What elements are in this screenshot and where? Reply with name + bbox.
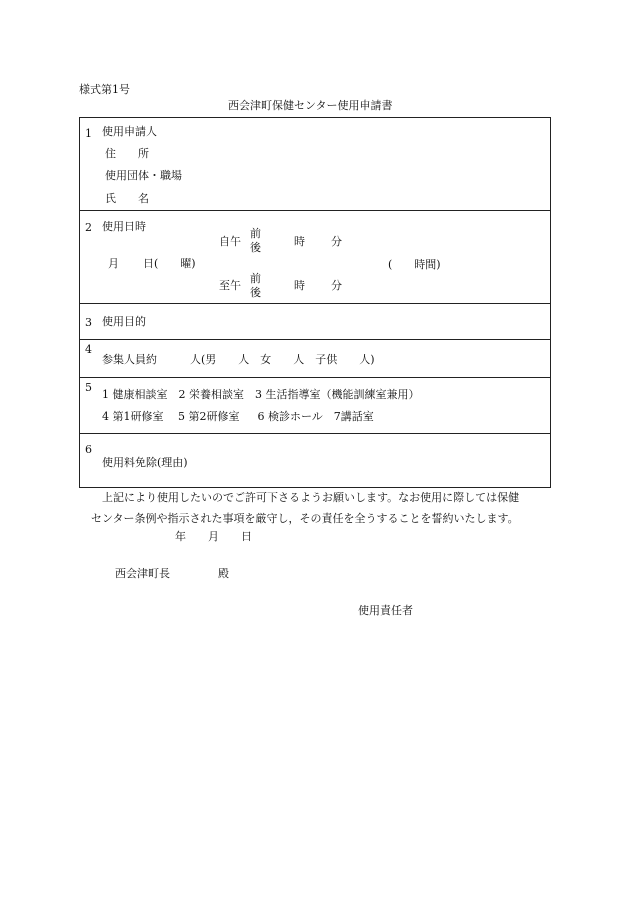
section-number: 3: [85, 316, 92, 329]
rooms-line-2: 4 第1研修室 5 第2研修室 6 検診ホール 7講話室: [102, 410, 374, 423]
section-fee-exemption: [80, 434, 550, 487]
section-number: 6: [85, 443, 92, 456]
month-label: 月: [108, 257, 119, 270]
name-label: 氏 名: [105, 192, 149, 205]
from-hour-label: 時: [294, 235, 305, 248]
application-date: 年 月 日: [175, 530, 252, 543]
document-title: 西会津町保健センター使用申請書: [228, 99, 393, 112]
form-number: 様式第1号: [79, 83, 130, 96]
addressee: 西会津町長: [115, 567, 170, 580]
from-minute-label: 分: [331, 235, 342, 248]
section-datetime: [80, 211, 550, 304]
address-label: 住 所: [105, 147, 149, 160]
day-weekday-label: 日( 曜): [143, 257, 196, 270]
attendees-text: 参集人員約 人(男 人 女 人 子供 人): [102, 353, 375, 366]
section-number: 2: [85, 221, 92, 234]
from-label: 自午: [219, 235, 241, 248]
to-label: 至午: [219, 279, 241, 292]
organization-label: 使用団体・職場: [105, 169, 182, 182]
from-am-label: 前: [250, 227, 261, 240]
to-hour-label: 時: [294, 279, 305, 292]
rooms-line-1: 1 健康相談室 2 栄養相談室 3 生活指導室（機能訓練室兼用）: [102, 388, 420, 401]
responsible-person-label: 使用責任者: [358, 604, 413, 617]
honorific: 殿: [218, 567, 229, 580]
section-number: 1: [85, 127, 92, 140]
section-applicant: [80, 118, 550, 211]
hours-label: ( 時間): [388, 258, 441, 271]
fee-exemption-heading: 使用料免除(理由): [102, 456, 188, 469]
from-pm-label: 後: [250, 241, 261, 254]
to-pm-label: 後: [250, 286, 261, 299]
to-minute-label: 分: [331, 279, 342, 292]
section-purpose: [80, 304, 550, 340]
section-number: 4: [85, 343, 92, 356]
purpose-heading: 使用目的: [102, 315, 146, 328]
section-rooms: [80, 378, 550, 434]
section-number: 5: [85, 381, 92, 394]
applicant-heading: 使用申請人: [102, 125, 157, 138]
application-form-table: [79, 117, 551, 488]
section-attendees: [80, 340, 550, 378]
declaration-line-2: センター条例や指示された事項を厳守し，その責任を全うすることを誓約いたします。: [91, 512, 519, 525]
datetime-heading: 使用日時: [102, 220, 146, 233]
declaration-line-1: 上記により使用したいのでご許可下さるようお願いします。なお使用に際しては保健: [102, 491, 520, 504]
to-am-label: 前: [250, 272, 261, 285]
